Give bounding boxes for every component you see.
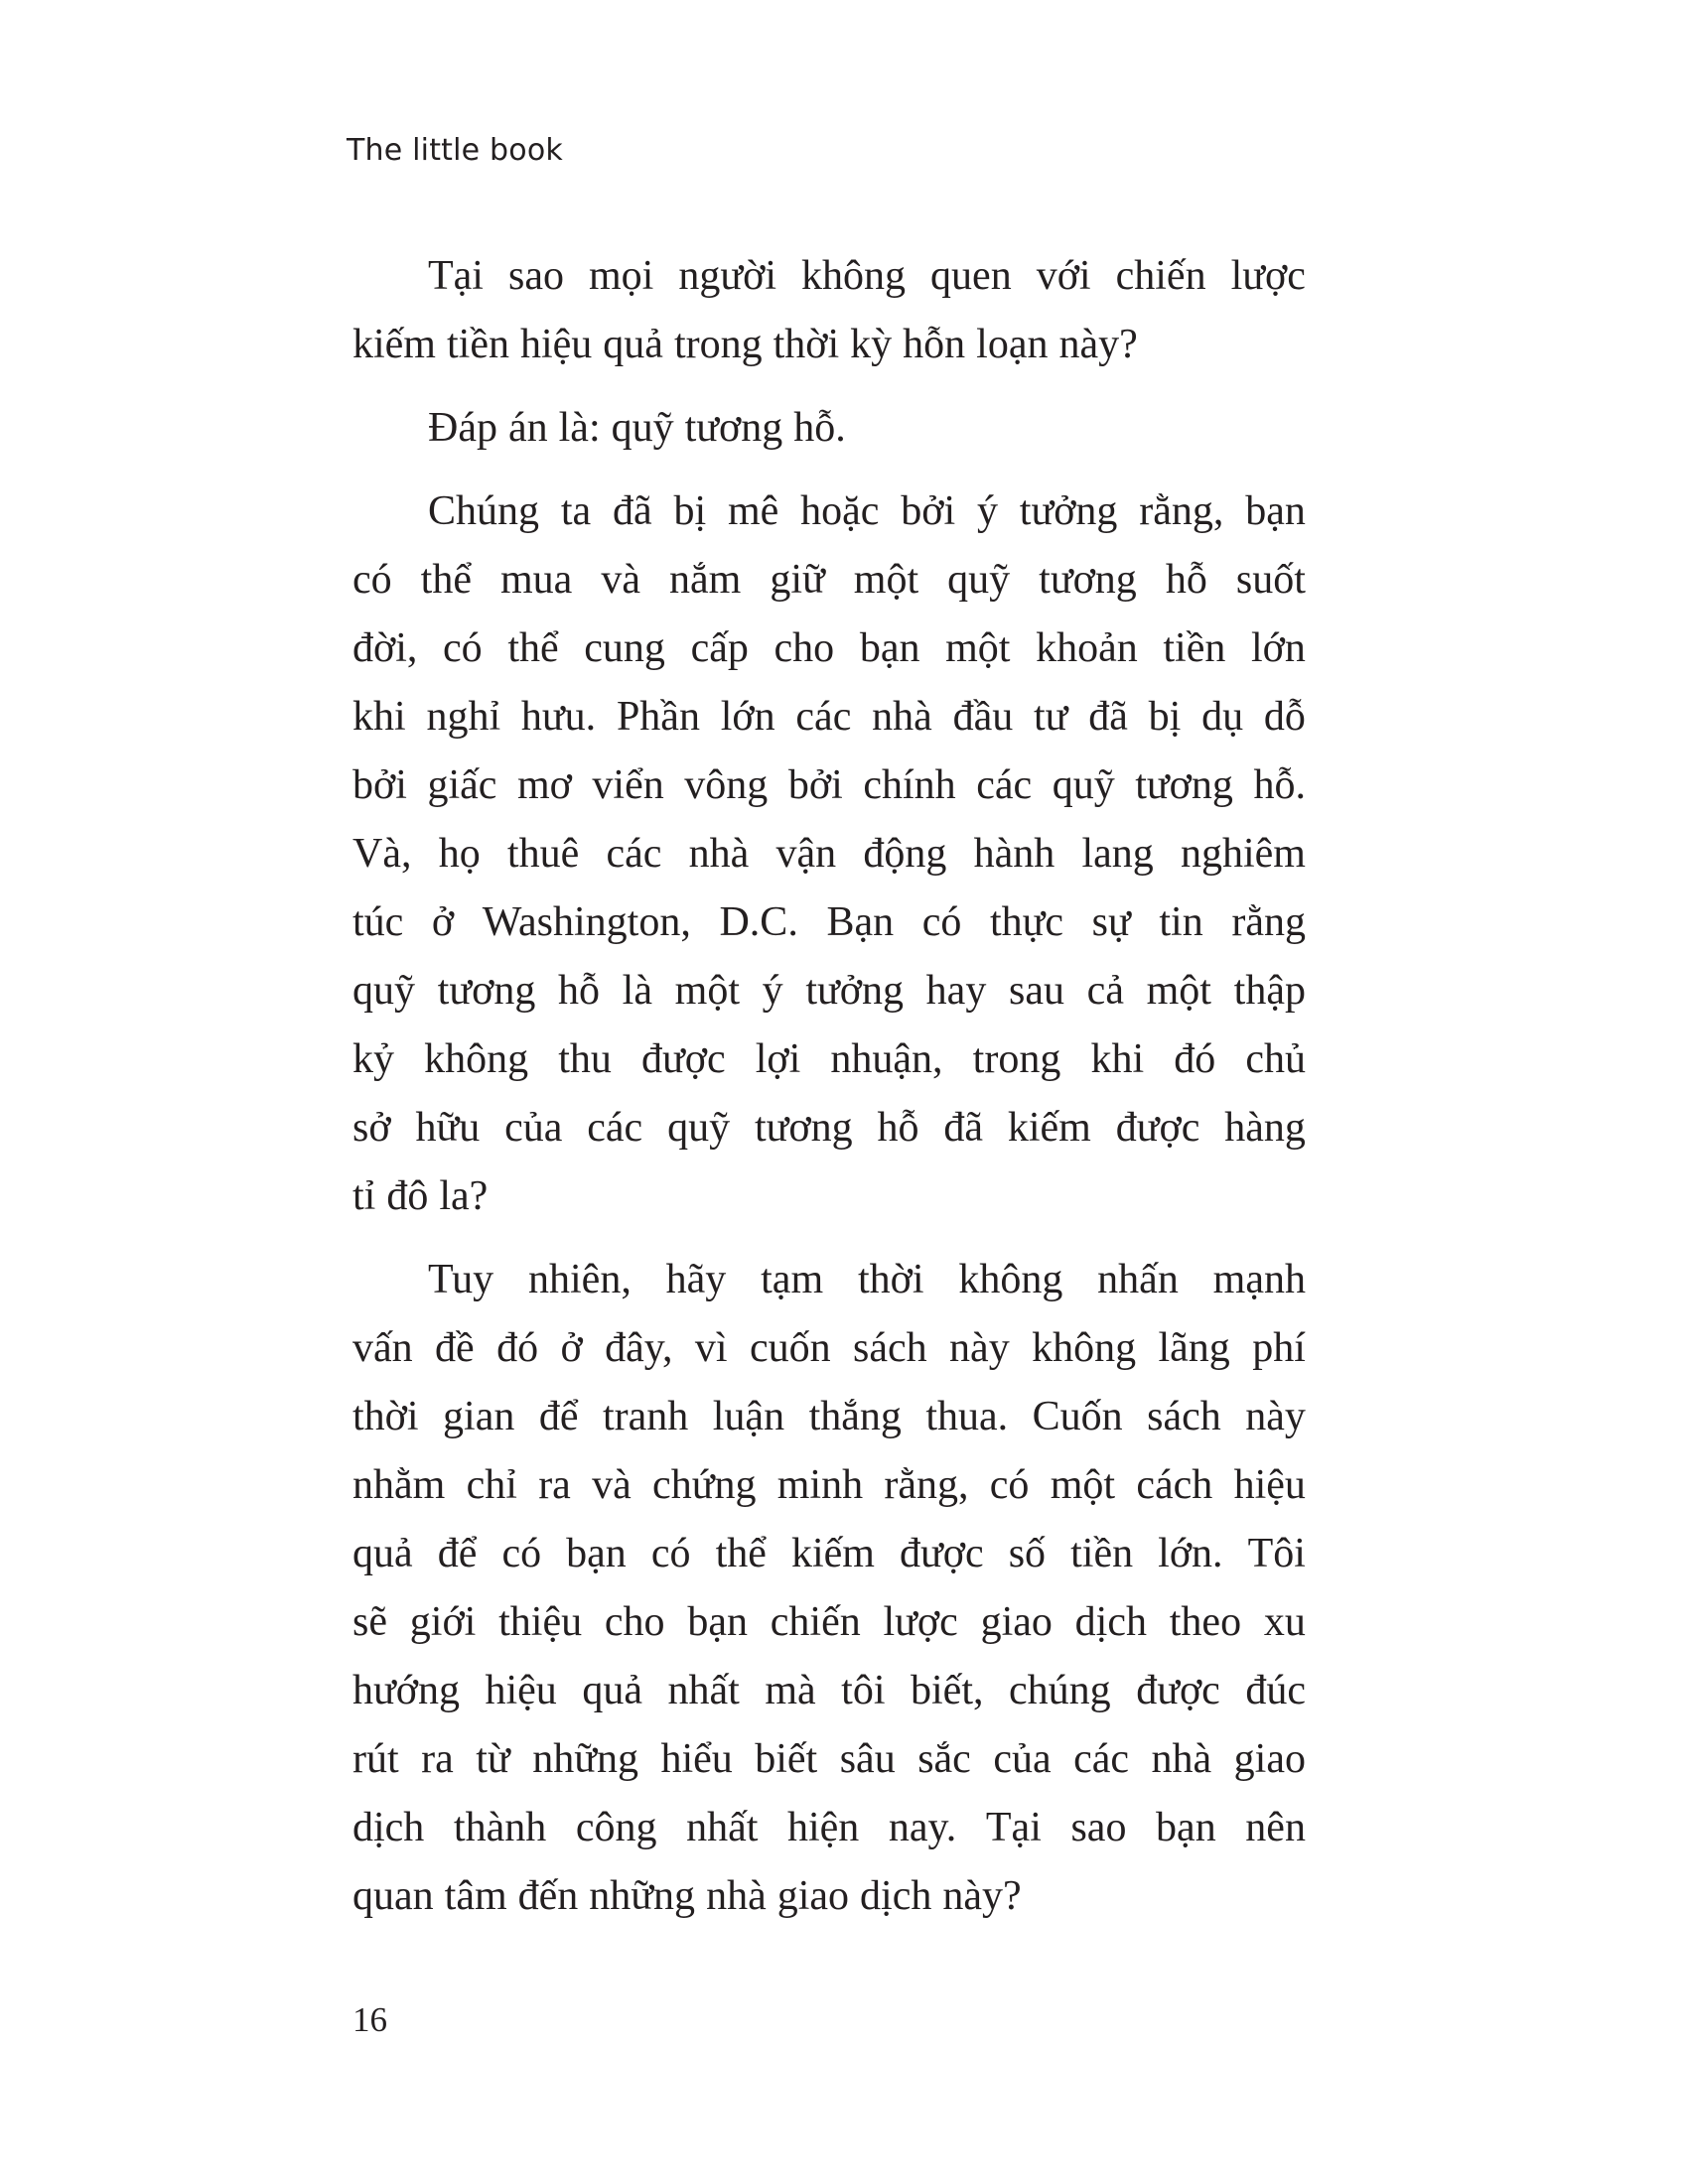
body-text bbox=[352, 242, 1306, 1931]
text-line: túc ở Washington, D.C. Bạn có thực sự tin rằng bbox=[352, 899, 1306, 945]
running-header: The little book bbox=[347, 133, 563, 168]
paragraph-3 bbox=[352, 478, 1306, 1231]
text-line: Chúng ta đã bị mê hoặc bởi ý tưởng rằng, bạn bbox=[428, 488, 1306, 534]
text-line: nhằm chỉ ra và chứng minh rằng, có một cách hiệu bbox=[352, 1462, 1306, 1508]
text-line: quan tâm đến những nhà giao dịch này? bbox=[352, 1873, 1022, 1919]
text-line: Tại sao mọi người không quen với chiến lược bbox=[428, 253, 1306, 299]
text-line: sở hữu của các quỹ tương hỗ đã kiếm được hàng bbox=[352, 1105, 1306, 1151]
text-line: tỉ đô la? bbox=[352, 1173, 489, 1219]
text-line: vấn đề đó ở đây, vì cuốn sách này không lãng phí bbox=[352, 1325, 1306, 1371]
text-line: Đáp án là: quỹ tương hỗ. bbox=[428, 405, 846, 451]
paragraph-2 bbox=[352, 394, 1306, 463]
text-line: thời gian để tranh luận thắng thua. Cuốn sách này bbox=[352, 1394, 1306, 1439]
text-line: kỷ không thu được lợi nhuận, trong khi đó chủ bbox=[352, 1036, 1306, 1082]
text-line: dịch thành công nhất hiện nay. Tại sao bạn nên bbox=[352, 1805, 1306, 1850]
text-line: kiếm tiền hiệu quả trong thời kỳ hỗn loạn này? bbox=[352, 322, 1138, 367]
text-line: hướng hiệu quả nhất mà tôi biết, chúng được đúc bbox=[352, 1668, 1306, 1713]
page-number: 16 bbox=[352, 2000, 387, 2039]
paragraph-4 bbox=[352, 1246, 1306, 1931]
text-line: có thể mua và nắm giữ một quỹ tương hỗ suốt bbox=[352, 557, 1306, 603]
text-line: Tuy nhiên, hãy tạm thời không nhấn mạnh bbox=[428, 1257, 1306, 1302]
text-line: quả để có bạn có thể kiếm được số tiền lớn. Tôi bbox=[352, 1531, 1306, 1576]
text-line: sẽ giới thiệu cho bạn chiến lược giao dịch theo xu bbox=[352, 1599, 1306, 1645]
text-line: bởi giấc mơ viển vông bởi chính các quỹ tương hỗ. bbox=[352, 762, 1306, 808]
text-line: đời, có thể cung cấp cho bạn một khoản tiền lớn bbox=[352, 625, 1306, 671]
text-line: Và, họ thuê các nhà vận động hành lang nghiêm bbox=[352, 831, 1306, 877]
paragraph-1 bbox=[352, 242, 1306, 379]
text-line: khi nghỉ hưu. Phần lớn các nhà đầu tư đã bị dụ dỗ bbox=[352, 694, 1306, 740]
text-line: rút ra từ những hiểu biết sâu sắc của các nhà giao bbox=[352, 1736, 1306, 1782]
text-line: quỹ tương hỗ là một ý tưởng hay sau cả một thập bbox=[352, 968, 1306, 1014]
